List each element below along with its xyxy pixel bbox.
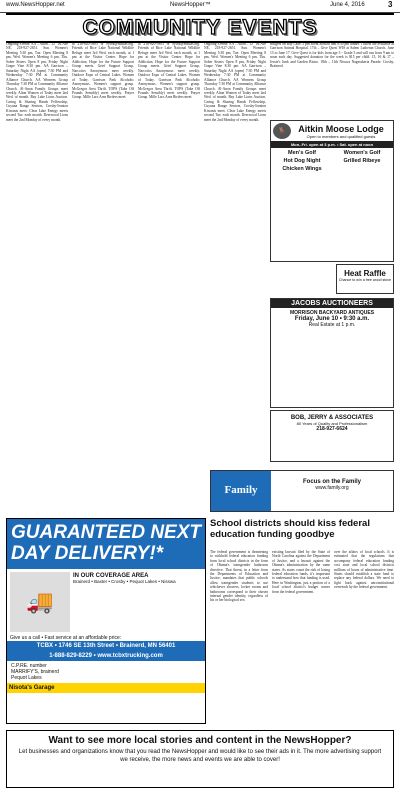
footer-headline: Want to see more local stories and content in the NewsHopper? bbox=[48, 735, 352, 746]
coupon-line-2: MARRIFY'S, brainerd bbox=[11, 669, 59, 675]
section-title: COMMUNITY EVENTS bbox=[82, 16, 318, 39]
coupon-line-1: C.P.RE. number bbox=[11, 663, 47, 669]
aitkin-moose-ad bbox=[270, 120, 394, 262]
special-ribeye: Grilled Ribeye bbox=[343, 158, 381, 164]
assoc-title: BOB, JERRY & ASSOCIATES bbox=[290, 415, 374, 421]
delivery-promo-ad bbox=[6, 518, 206, 724]
lodge-name: Aitkin Moose Lodge bbox=[298, 123, 384, 134]
article-col-1: The federal government is threatening to withhold federal education funding from local school districts in the form of Obama's transgender bathroom directive. That threat, in a letter from the Departments of Education and Justice, mandates that public schools allow transgender students to use whichever showers, locker rooms and bathrooms correspond to their chosen internal gender identity, regardless of his or her biological sex. bbox=[210, 550, 268, 603]
section-banner bbox=[6, 13, 394, 43]
events-column-2: at 218-820-5903 or eyork@midlas.org. Friends of Rice Lake National Wildlife Refuge meet 3rd Wed. each month, at 1 pm at the Visitor Center. Hope for Addiction, Hope for the Future Support Group meets. Grief Support Group, Narcotics Anonymous meet weekly. Outdoor Expo of Central Lakes. Women of Today. Garrison Park Alcoholic Anonymous. Women's support group. McGregor Area Thrift. TOPS (Take Off Pounds Sensibly) meet weekly. Prayer Group. Mille Lacs Area Birders meet. bbox=[72, 42, 134, 100]
family-news-site: www.family.org bbox=[315, 485, 349, 491]
family-news-sub: Focus on the Family bbox=[302, 479, 361, 485]
special-hot-dog: Hot Dog Night bbox=[283, 158, 321, 164]
jacobs-line1: MORRISON BACKYARD ANTIQUES bbox=[289, 310, 375, 316]
events-column-4: Ongoing Events: AA – Alton – 12" 1st Ave NE, 218-927-2651. Sun. Women's Meeting 5:30 pm, Tue. Open Meeting 8 pm, Wed. Women's Meeting 6 pm, Thu. Sober Sisters Open 8 pm, Friday Night Grape Vine 8:30 pm. AA Garrison – Saturday Night AA (open) 7:30 PM and Wednesday 7:30 PM at Community Alliance Church. AA Womens Group Thursday 7:30 PM at Community Alliance Church. Al-Anon Family Groups meet weekly. Alton Women of Today meet 2nd Wed. of month. Bay Lake Lions Auction. Caring & Sharing Hands Fellowship, Cuyuna Range Seniors, Crosby-Ironton Kiwanis meet. Clear Lake Energy meets second Tue. each month. Deerwood Lions meet the 2nd Monday of every month. bbox=[204, 42, 266, 122]
promo-headline: GUARANTEED NEXT DAY DELIVERY!* bbox=[7, 519, 205, 569]
special-mens-golf: Men's Golf bbox=[288, 150, 316, 156]
promo-company: TCBX • 1746 SE 13th Street • Brainerd, MN 56401 bbox=[7, 641, 205, 651]
truck-icon: 🚚 bbox=[10, 572, 70, 632]
promo-corner: Nisota's Garage bbox=[7, 683, 205, 693]
associates-ad bbox=[270, 410, 394, 462]
lodge-sub: Open to members and qualified guests bbox=[306, 133, 376, 139]
article-col-2: existing lawsuit filed by the State of North Carolina against the Department of Justice, and a lawsuit against the Obama's administration by the same states. As states count the risk of losing federal education funds, it's important to understand how that funding is used. Here in Washington, just a portion of a local school district's budget comes from the federal government. bbox=[272, 550, 330, 594]
promo-cities: Brainerd • Baxter • Crosby • Pequot Lakes • Nisswa bbox=[73, 579, 176, 584]
promo-phone: 1-888-829-8229 • www.tcbxtrucking.com bbox=[7, 651, 205, 661]
coupon-line-3: Pequot Lakes bbox=[11, 675, 42, 681]
article-col-3: over the affairs of local schools. It is estimated that the regulations that accompany federal education funding cost state and local school districts millions of hours of administrative time. States should establish a state fund to replace any federal dollars. We need to fight back against unconstitutional overreach by the federal government. bbox=[334, 550, 394, 590]
jacobs-line3: Real Estate at 1 p.m. bbox=[308, 322, 356, 328]
issue-date: June 4, 2016 bbox=[330, 2, 365, 8]
lodge-hours: Mon.-Fri. open at 3 p.m. • Sat. open at noon bbox=[271, 141, 393, 148]
footer-body: Let businesses and organizations know that you read the NewsHopper and would like to see their ads in it. The more advertising support we receive, the more news and events we are able to cover! bbox=[18, 749, 382, 763]
promo-sub: IN OUR COVERAGE AREA bbox=[73, 573, 149, 579]
jacobs-auction-ad bbox=[270, 298, 394, 408]
special-womens-golf: Women's Golf bbox=[343, 150, 381, 156]
footer-box bbox=[6, 730, 394, 788]
heat-title: Heat Raffle bbox=[344, 269, 386, 278]
events-column-5: Rutgers on Bay Lake, 5 pm silent auction and 6:30 pm dinner. Tickets are available at Garrison Animal Hospital. 17th – Give Quest WIS at Salem Lutheran Church. June 13 to June 17. Give Quest is for kids from age 3 - Grade 5 and will run from 9 am to noon each day. Suggested donation for the week is $15 per child. 15, 16 & 17 – Jessie's Junk and Garden Bistro. 18th – 11th Nisswa Nagerakeria Parade. Crosby, Brainerd. bbox=[270, 42, 394, 69]
assoc-sub: 80 Years of Quality and Professionalism bbox=[296, 421, 368, 426]
heat-sub: Chance to win a free wood stove bbox=[338, 278, 392, 282]
family-news-logo: Family bbox=[211, 471, 271, 511]
events-column-3: at 218-820-5903 or eyork@midlas.org. Friends of Rice Lake National Wildlife Refuge meet 3rd Wed. each month, at 1 pm at the Visitor Center. Hope for Addiction, Hope for the Future Support Group meets. Grief Support Group, Narcotics Anonymous meet weekly. Outdoor Expo of Central Lakes. Women of Today. Garrison Park Alcoholic Anonymous. Women's support group. McGregor Area Thrift. TOPS (Take Off Pounds Sensibly) meet weekly. Prayer Group. Mille Lacs Area Birders meet. bbox=[138, 42, 200, 100]
promo-line1: Give us a call • Fast service at an affordable price: bbox=[10, 635, 122, 641]
article-title: School districts should kiss federal education funding goodbye bbox=[210, 518, 370, 540]
page-number: 3 bbox=[388, 0, 393, 9]
special-wings: Chicken Wings bbox=[282, 166, 322, 172]
site-url: www.NewsHopper.net bbox=[6, 2, 65, 8]
assoc-phone: 218-927-6624 bbox=[316, 426, 348, 432]
heat-raffle-ad bbox=[336, 264, 394, 294]
moose-logo-icon: 🦌 bbox=[273, 123, 291, 139]
family-news-ad bbox=[210, 470, 394, 512]
jacobs-title: JACOBS AUCTIONEERS bbox=[271, 299, 393, 308]
jacobs-line2: Friday, June 10 • 9:30 a.m. bbox=[294, 316, 370, 322]
page-header bbox=[0, 0, 400, 13]
paper-name: NewsHopper™ bbox=[170, 2, 211, 8]
events-column-1: Ongoing Events: AA – Alton – 12" 1st Ave NE, 218-927-2651. Sun. Women's Meeting 5:30 pm, Tue. Open Meeting 8 pm, Wed. Women's Meeting 6 pm, Thu. Sober Sisters Open 8 pm, Friday Night Grape Vine 8:30 pm. AA Garrison – Saturday Night AA (open) 7:30 PM and Wednesday 7:30 PM at Community Alliance Church. AA Womens Group Thursday 7:30 PM at Community Alliance Church. Al-Anon Family Groups meet weekly. Alton Women of Today meet 2nd Wed. of month. Bay Lake Lions Auction. Caring & Sharing Hands Fellowship, Cuyuna Range Seniors, Crosby-Ironton Kiwanis meet. Clear Lake Energy meets second Tue. each month. Deerwood Lions meet the 2nd Monday of every month. bbox=[6, 42, 68, 122]
